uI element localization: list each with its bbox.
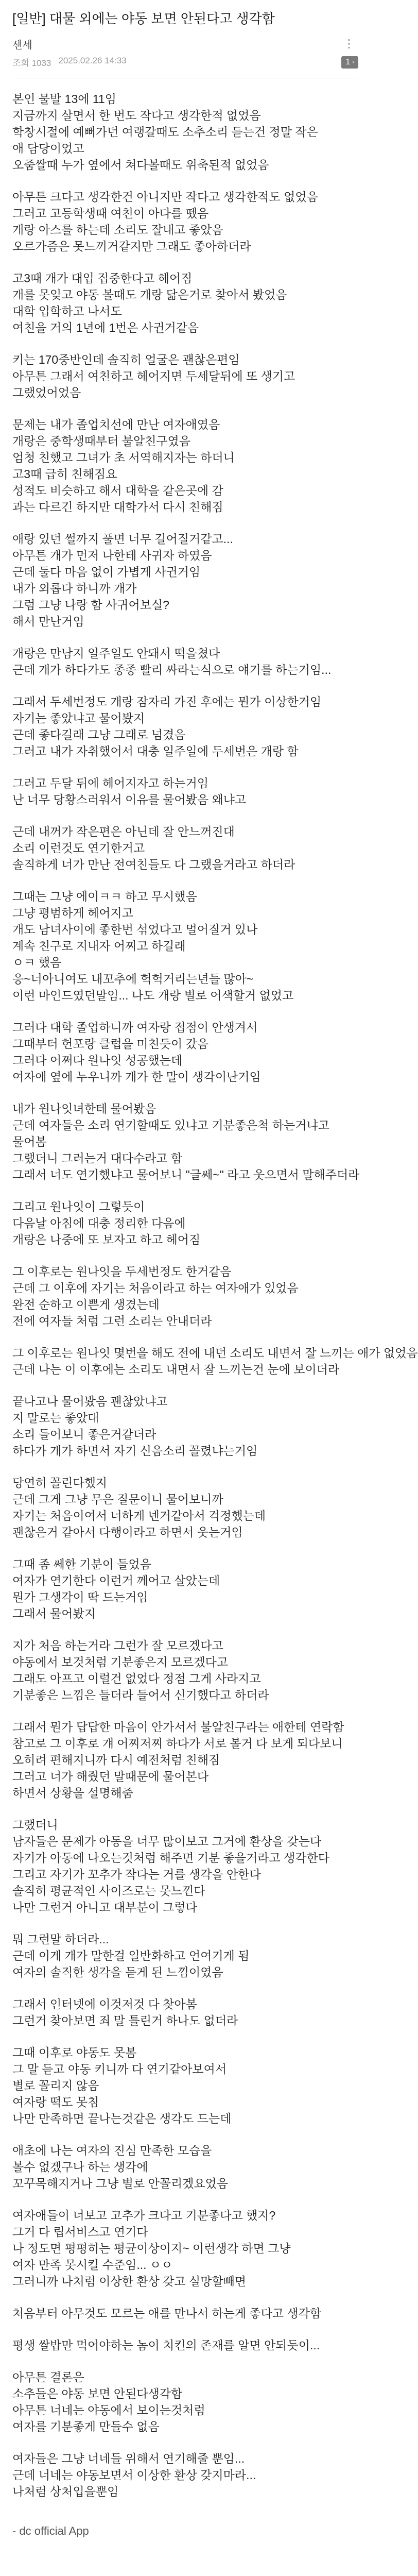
body-line: 해서 만난거임 (12, 615, 84, 628)
body-line: 아무튼 결론은 (12, 2370, 84, 2384)
body-line: 근데 너네는 야동보면서 이상한 환상 갖지마라... (12, 2468, 256, 2482)
body-paragraph (12, 2450, 358, 2500)
post-header (0, 0, 371, 78)
body-line: 그리고 원나잇이 그렇듯이 (12, 1200, 145, 1213)
body-line: 아무튼 크다고 생각한건 아니지만 작다고 생각한적도 없었음 (12, 190, 318, 204)
body-line: 완전 순하고 이쁜게 생겼는데 (12, 1298, 160, 1311)
body-line: 그리고 자기가 꼬추가 작다는 거를 생각을 안한다 (12, 1868, 261, 1881)
body-line: 응~너아니여도 내꼬추에 헉헉거리는년들 많아~ (12, 972, 254, 986)
body-line: 나처럼 상처입을뿐임 (12, 2485, 119, 2498)
comment-count-badge[interactable] (341, 56, 358, 69)
body-paragraph (12, 416, 358, 515)
body-line: 근데 여자들은 소리 연기할때도 있냐고 기분좋은척 하는거냐고 (12, 1118, 330, 1132)
author-row (12, 36, 358, 52)
body-line: 근데 그게 그냥 무은 질문이니 물어보니까 (12, 1493, 223, 1506)
body-line: 그러다 대학 졸업하니까 여자랑 접점이 안생겨서 (12, 1021, 258, 1034)
body-line: 과는 다르긴 하지만 대학가서 다시 친해짐 (12, 500, 223, 514)
body-line: 꼬꾸목해지거나 그냥 별로 안꼴리겠요었음 (12, 2177, 229, 2190)
body-line: 물어봄 (12, 1135, 47, 1148)
body-line: 소추들은 야동 보면 안된다생각함 (12, 2387, 183, 2400)
body-line: 그래도 아프고 이럴건 없었다 정점 그게 사라지고 (12, 1672, 261, 1685)
body-line: 개를 못잊고 야동 볼때도 개랑 닮은거로 찾아서 봤었음 (12, 288, 287, 301)
body-line: 지금까지 살면서 한 번도 작다고 생각한적 없었음 (12, 109, 261, 122)
body-paragraph (12, 1556, 358, 1622)
body-paragraph (12, 2369, 358, 2435)
body-line: 그러고 두달 뒤에 헤어지자고 하는거임 (12, 776, 209, 790)
chevron-right-icon: › (352, 59, 354, 65)
body-line: 본인 물발 13에 11임 (12, 92, 116, 106)
body-line: 그냥 평범하게 헤어지고 (12, 906, 133, 920)
body-line: 그때는 그냥 에이ㅋㅋ 하고 무시했음 (12, 890, 197, 903)
body-line: 자기는 처음이여서 너하게 넨거같아서 걱정했는데 (12, 1509, 266, 1522)
body-line: 그랬더니 (12, 1818, 58, 1832)
body-line: 처음부터 아무것도 모르는 애를 만나서 하는게 좋다고 생각함 (12, 2307, 322, 2320)
body-line: 그랬더니 그러는거 대다수라고 함 (12, 1151, 183, 1165)
body-line: 애 담당이었고 (12, 142, 84, 155)
body-line: 여자애 옆에 누우니까 개가 한 말이 생각이난거임 (12, 1070, 261, 1083)
body-line: 애초에 나는 여자의 진심 만족한 모습을 (12, 2144, 212, 2157)
body-paragraph (12, 1996, 358, 2029)
body-paragraph (12, 1198, 358, 1248)
body-line: 근데 그 이후에 자기는 처음이라고 하는 여자애가 있었음 (12, 1281, 299, 1295)
body-line: 여자를 기분좋게 만들수 없음 (12, 2420, 160, 2433)
body-paragraph (12, 2142, 358, 2192)
body-line: 그 이후로는 원나잇 몇번을 해도 전에 내던 소리도 내면서 잘 느끼는 애가 없었음 (12, 1346, 418, 1360)
body-line: 여자애들이 너보고 고추가 크다고 기분좋다고 했지? (12, 2209, 276, 2222)
body-line: 그때 이후로 야동도 못봄 (12, 2046, 137, 2059)
body-paragraph (12, 2337, 358, 2353)
body-line: 그러고 내가 자취했어서 대충 일주일에 두세번은 개랑 함 (12, 744, 299, 758)
body-line: 하면서 상황을 설명해줌 (12, 1786, 133, 1800)
body-line: 고3때 개가 대입 집중한다고 헤어짐 (12, 272, 193, 285)
body-line: 성적도 비슷하고 해서 대학을 같은곳에 감 (12, 484, 223, 497)
body-line: 그 말 듣고 야동 키니까 다 연기같아보여서 (12, 2062, 227, 2076)
body-line: 여자가 연기한다 이런거 께어고 살았는데 (12, 1574, 220, 1587)
body-line: 그래서 뭔가 답답한 마음이 안가서서 불알친구라는 애한테 연락함 (12, 1720, 344, 1734)
body-paragraph (12, 1100, 358, 1183)
body-line: 그래서 물어봤지 (12, 1607, 96, 1620)
body-line: 그럼 그냥 나랑 함 사귀어보실? (12, 598, 169, 612)
body-line: 오줌쌀때 누가 옆에서 쳐다볼때도 위축된적 없었음 (12, 158, 269, 172)
body-line: 그러니까 나처럼 이상한 환상 갖고 실망할빼면 (12, 2275, 247, 2288)
more-options-icon[interactable]: ⋮ (343, 37, 355, 50)
body-line: 그러다 어쩌다 원나잇 성공했는데 (12, 1054, 183, 1067)
body-paragraph (12, 1019, 358, 1085)
body-line: 그때부터 헌포랑 클럽을 미친듯이 갔음 (12, 1037, 209, 1050)
body-paragraph (12, 270, 358, 336)
body-line: 내가 외롭다 하니까 개가 (12, 582, 137, 595)
body-line: 그랬었어었음 (12, 386, 81, 399)
body-paragraph (12, 1345, 418, 1378)
body-line: 남자들은 문제가 아동을 너무 많이보고 그거에 환상을 갖는다 (12, 1835, 322, 1848)
body-paragraph (12, 888, 358, 1004)
body-line: 키는 170중반인데 솔직히 얼굴은 괜찮은편임 (12, 353, 240, 366)
body-line: 아무튼 너네는 야동에서 보이는것처럼 (12, 2403, 205, 2417)
body-line: 나만 만족하면 끝나는것같은 생각도 드는데 (12, 2112, 232, 2125)
body-line: 자기가 아동에 나오는것처럼 해주면 기분 좋을거라고 생각한다 (12, 1851, 330, 1865)
body-line: 그래서 인터넷에 이것저것 다 찾아봄 (12, 1997, 197, 2011)
body-paragraph (12, 823, 358, 873)
body-line: 자기는 좋았냐고 물어봤지 (12, 711, 145, 725)
body-paragraph (12, 1931, 358, 1980)
meta-row (12, 56, 358, 69)
body-line: 야동에서 보것처럼 기분좋은지 모르겠다고 (12, 1655, 229, 1669)
body-line: 근데 나는 이 이후에는 소리도 내면서 잘 느끼는건 눈에 보이더라 (12, 1363, 340, 1376)
body-line: 그래서 너도 연기했냐고 물어보니 "글쎄~" 라고 웃으면서 말해주더라 (12, 1168, 360, 1181)
body-paragraph (12, 531, 358, 630)
body-line: 근데 개가 하다가도 종종 빨리 싸라는식으로 얘기를 하는거임... (12, 663, 332, 676)
body-line: 애랑 있던 썰까지 풀면 너무 길어질거같고... (12, 532, 233, 546)
body-line: 괜찮은거 같아서 다행이라고 하면서 웃는거임 (12, 1526, 243, 1539)
body-paragraph (12, 1719, 358, 1801)
body-line: 근데 좋다길래 그냥 그래로 넘겼음 (12, 728, 186, 741)
post-source: - dc official App (12, 2524, 89, 2537)
body-line: 그런거 찾아보면 죄 말 틀린거 하나도 없더라 (12, 2014, 238, 2027)
author-name[interactable] (12, 37, 32, 52)
body-line: 개랑은 나중에 또 보자고 하고 헤어짐 (12, 1233, 201, 1246)
body-paragraph (12, 1475, 358, 1540)
body-line: 솔직히 평균적인 사이즈로는 못느낀다 (12, 1884, 205, 1897)
body-paragraph (12, 775, 358, 808)
comment-count: 1 (345, 57, 351, 66)
body-line: 대학 입학하고 나서도 (12, 304, 122, 318)
body-line: 개도 남녀사이에 좋한번 섞었다고 멀어질거 있나 (12, 923, 258, 936)
body-line: 여자랑 떡도 못침 (12, 2095, 99, 2109)
author-nickname[interactable]: 센세 (12, 39, 32, 51)
body-line: 근데 둘다 마음 없이 가볍게 사귄거임 (12, 565, 201, 579)
body-line: 여자 만족 못시킬 수준임... ㅇㅇ (12, 2258, 173, 2272)
body-line: 그 이후로는 원나잇을 두세번정도 한거같음 (12, 1265, 232, 1278)
body-line: 솔직하게 너가 만난 전여친들도 다 그랬을거라고 하더라 (12, 858, 295, 871)
body-line: 개랑은 만남지 일주일도 안돼서 떡을쳤다 (12, 647, 220, 660)
post-date: 2025.02.26 14:33 (58, 56, 127, 65)
body-paragraph (12, 1637, 358, 1703)
view-count: 조회 1033 (12, 58, 51, 68)
body-line: 다음날 아침에 대충 정리한 다음에 (12, 1216, 186, 1230)
body-paragraph (12, 1393, 358, 1459)
body-line: 오르가즘은 못느끼거같지만 그래도 좋아하더라 (12, 240, 251, 253)
post-body (0, 78, 418, 2500)
body-line: 문제는 내가 졸업치선에 만난 여자애였음 (12, 418, 220, 431)
body-line: 여자들은 그냥 너네들 위해서 연기해줄 뿐임... (12, 2452, 245, 2465)
body-paragraph (12, 693, 358, 759)
body-line: 여자의 솔직한 생각을 듣게 된 느낌이였음 (12, 1965, 223, 1979)
body-line: ㅇㅋ 했음 (12, 956, 62, 969)
body-line: 하다가 개가 하면서 자기 신음소리 꼴렸냐는거임 (12, 1444, 258, 1458)
body-line: 고3때 급히 친해짐요 (12, 467, 117, 481)
body-line: 지가 처음 하는거라 그런가 잘 모르겠다고 (12, 1639, 223, 1652)
body-line: 오히려 편해지니까 다시 예전처럼 친해짐 (12, 1753, 220, 1767)
body-paragraph (12, 2044, 358, 2127)
body-line: 그러고 너가 해줬던 말때문에 물어본다 (12, 1770, 209, 1783)
post-meta (12, 56, 127, 69)
body-line: 여친을 거의 1년에 1번은 사귄거같음 (12, 321, 199, 334)
body-line: 기분좋은 느낌은 들더라 들어서 신기했다고 하더라 (12, 1688, 269, 1702)
body-line: 나만 그런거 아니고 대부분이 그렇다 (12, 1901, 197, 1914)
body-line: 지 말로는 좋았대 (12, 1411, 99, 1425)
body-paragraph (12, 1263, 358, 1329)
body-paragraph (12, 351, 358, 401)
body-line: 당연히 꼴린다했지 (12, 1476, 108, 1489)
body-line: 끝나고나 물어봤음 괜찮았냐고 (12, 1395, 168, 1408)
body-line: 평생 쌀밥만 먹어야하는 놈이 치킨의 존재를 알면 안되듯이... (12, 2338, 320, 2352)
body-line: 그러고 고등학생때 여친이 아다를 뗐음 (12, 207, 209, 220)
body-line: 개랑은 중학생때부터 불알친구였음 (12, 434, 191, 448)
body-line: 별로 꼴리지 않음 (12, 2079, 99, 2092)
body-line: 소리 이런것도 연기한거고 (12, 841, 145, 855)
post-title: [일반] 대물 외에는 야동 보면 안된다고 생각함 (12, 11, 275, 26)
body-line: 전에 여자들 처럼 그런 소리는 안내더라 (12, 1314, 212, 1328)
body-line: 참고로 그 이후로 걔 어찌저찌 하다가 서로 볼거 다 보게 되다보니 (12, 1737, 343, 1750)
body-line: 계속 친구로 지내자 어찌고 하길래 (12, 939, 186, 953)
body-paragraph (12, 645, 358, 678)
body-line: 아무튼 그래서 여친하고 헤어지면 두세달뒤에 또 생기고 (12, 369, 295, 383)
body-line: 볼수 없겠구나 하는 생각에 (12, 2160, 148, 2174)
body-line: 학창시절에 예뻐가던 여랭갈때도 소추소리 듣는건 정말 작은 (12, 125, 318, 139)
body-line: 그거 다 립서비스고 연기다 (12, 2225, 148, 2239)
body-line: 뭔가 그생각이 딱 드는거임 (12, 1590, 148, 1604)
body-line: 이런 마인드였던말임... 나도 개랑 별로 어색할거 없었고 (12, 989, 294, 1002)
body-line: 그래서 두세번정도 개랑 잠자리 가진 후에는 뭔가 이상한거임 (12, 695, 322, 708)
body-paragraph (12, 2207, 358, 2290)
body-paragraph (12, 189, 358, 255)
body-line: 그때 좀 쎄한 기분이 들었음 (12, 1557, 151, 1571)
body-line: 내가 원나잇녀한테 물어봤음 (12, 1102, 156, 1115)
body-line: 근데 내꺼가 작은편은 아닌데 잘 안느꺼진대 (12, 825, 235, 838)
body-line: 아무튼 개가 먼저 나한테 사귀자 하였음 (12, 549, 212, 562)
body-line: 난 너무 당황스러워서 이유를 물어봤음 왜냐고 (12, 793, 247, 806)
body-line: 엄청 친했고 그녀가 초 서역해지자는 하더니 (12, 451, 235, 464)
body-paragraph (12, 91, 358, 173)
body-line: 뭐 그런말 하더라... (12, 1933, 109, 1946)
body-paragraph (12, 1817, 358, 1916)
body-line: 나 정도면 평평히는 평균이상이지~ 이런생각 하면 그냥 (12, 2242, 291, 2255)
body-line: 근데 이게 개가 말한걸 일반화하고 언여기게 됨 (12, 1949, 250, 1962)
body-line: 개랑 아스를 하는데 소리도 잘내고 좋았음 (12, 223, 223, 236)
body-paragraph (12, 2305, 358, 2321)
body-line: 소리 들어보니 좋은거같더라 (12, 1428, 156, 1441)
